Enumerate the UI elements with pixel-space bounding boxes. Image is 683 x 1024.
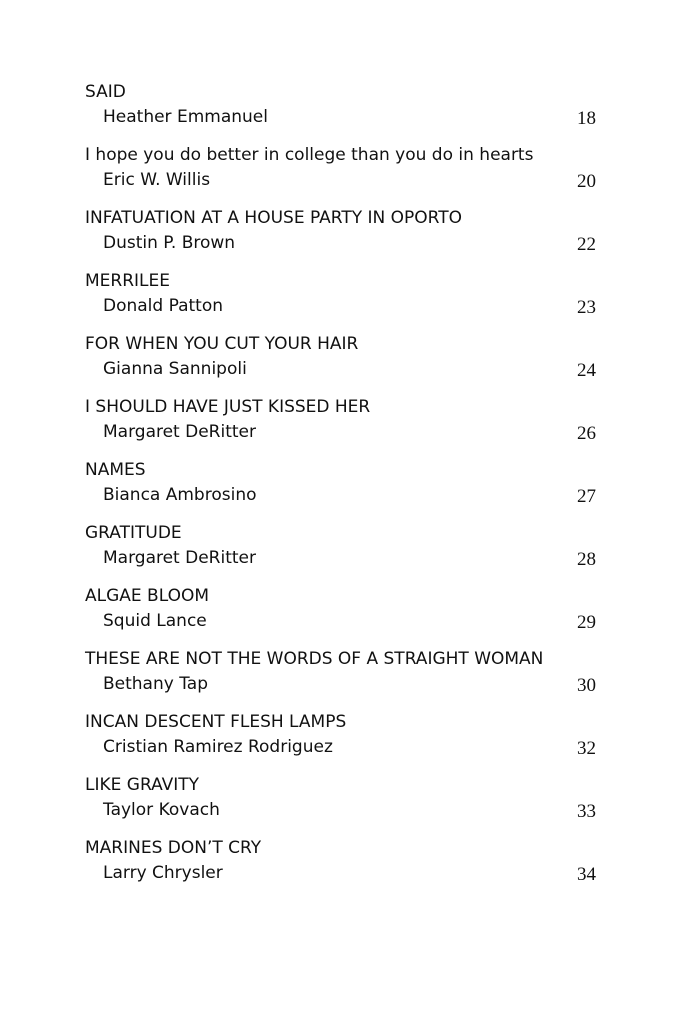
entry-title: MERRILEE bbox=[85, 271, 170, 291]
entry-title: MARINES DON’T CRY bbox=[85, 838, 262, 858]
entry-author: Bethany Tap bbox=[103, 674, 208, 694]
entry-author: Larry Chrysler bbox=[103, 863, 223, 883]
entry-title: FOR WHEN YOU CUT YOUR HAIR bbox=[85, 334, 359, 354]
entry-title: INFATUATION AT A HOUSE PARTY IN OPORTO bbox=[85, 208, 462, 228]
entry-page-number: 30 bbox=[577, 675, 596, 696]
entry-title: ALGAE BLOOM bbox=[85, 586, 210, 606]
entry-author: Dustin P. Brown bbox=[103, 233, 236, 253]
entry-author-line bbox=[85, 546, 598, 571]
entry-author-line bbox=[85, 357, 598, 382]
entry-author-line bbox=[85, 105, 598, 130]
toc-entry bbox=[85, 395, 598, 458]
entry-page-number: 33 bbox=[577, 801, 596, 822]
toc-entry bbox=[85, 332, 598, 395]
toc-entry bbox=[85, 647, 598, 710]
entry-page-number: 26 bbox=[577, 423, 596, 444]
entry-author-line bbox=[85, 483, 598, 508]
toc-entry bbox=[85, 584, 598, 647]
entry-title: I SHOULD HAVE JUST KISSED HER bbox=[85, 397, 371, 417]
entry-page-number: 27 bbox=[577, 486, 596, 507]
toc-entry bbox=[85, 458, 598, 521]
entry-title: LIKE GRAVITY bbox=[85, 775, 200, 795]
entry-title: NAMES bbox=[85, 460, 146, 480]
entry-author: Bianca Ambrosino bbox=[103, 485, 257, 505]
toc-entry bbox=[85, 836, 598, 899]
entry-author: Taylor Kovach bbox=[103, 800, 220, 820]
toc-entry bbox=[85, 269, 598, 332]
entry-author: Margaret DeRitter bbox=[103, 548, 256, 568]
entry-author: Eric W. Willis bbox=[103, 170, 211, 190]
toc-entry bbox=[85, 521, 598, 584]
entry-author-line bbox=[85, 735, 598, 760]
entry-page-number: 29 bbox=[577, 612, 596, 633]
toc-entry bbox=[85, 773, 598, 836]
entry-title: SAID bbox=[85, 82, 126, 102]
entry-title: THESE ARE NOT THE WORDS OF A STRAIGHT WOMAN bbox=[85, 649, 544, 669]
entry-author-line bbox=[85, 420, 598, 445]
entry-author: Gianna Sannipoli bbox=[103, 359, 247, 379]
table-of-contents bbox=[85, 80, 598, 899]
entry-title: GRATITUDE bbox=[85, 523, 182, 543]
entry-author: Cristian Ramirez Rodriguez bbox=[103, 737, 333, 757]
entry-page-number: 22 bbox=[577, 234, 596, 255]
toc-entry bbox=[85, 80, 598, 143]
entry-author-line bbox=[85, 798, 598, 823]
entry-author-line bbox=[85, 231, 598, 256]
entry-page-number: 34 bbox=[577, 864, 596, 885]
entry-author-line bbox=[85, 861, 598, 886]
entry-page-number: 23 bbox=[577, 297, 596, 318]
toc-entry bbox=[85, 206, 598, 269]
entry-page-number: 32 bbox=[577, 738, 596, 759]
entry-author: Squid Lance bbox=[103, 611, 207, 631]
entry-page-number: 20 bbox=[577, 171, 596, 192]
entry-title: I hope you do better in college than you do in hearts bbox=[85, 145, 534, 165]
entry-author: Heather Emmanuel bbox=[103, 107, 268, 127]
entry-title: INCAN DESCENT FLESH LAMPS bbox=[85, 712, 347, 732]
entry-author-line bbox=[85, 672, 598, 697]
entry-page-number: 18 bbox=[577, 108, 596, 129]
entry-author-line bbox=[85, 168, 598, 193]
entry-author: Donald Patton bbox=[103, 296, 224, 316]
entry-author: Margaret DeRitter bbox=[103, 422, 256, 442]
entry-author-line bbox=[85, 294, 598, 319]
entry-page-number: 28 bbox=[577, 549, 596, 570]
entry-author-line bbox=[85, 609, 598, 634]
entry-page-number: 24 bbox=[577, 360, 596, 381]
toc-entry bbox=[85, 710, 598, 773]
toc-entry bbox=[85, 143, 598, 206]
